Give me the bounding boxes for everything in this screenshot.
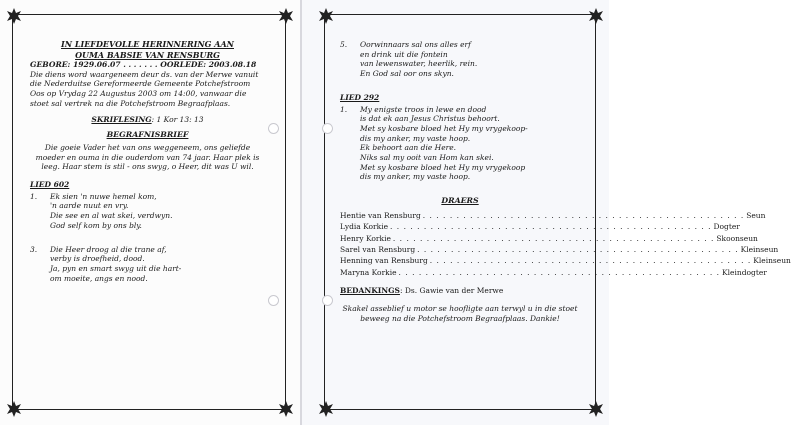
verse-lines <box>50 192 172 231</box>
bearer-row <box>340 210 766 221</box>
punch-hole <box>268 123 279 134</box>
punch-hole <box>322 123 333 134</box>
verse-number: 3. <box>30 244 38 254</box>
verse-line: My enigste troos in lewe en dood <box>360 104 487 114</box>
verse-number: 5. <box>340 40 348 49</box>
lied-602-label: LIED 602 <box>30 180 70 190</box>
bearer-relation: Kleindogter <box>722 267 767 277</box>
verse-line: En God sal oor ons skyn. <box>360 69 454 79</box>
bearer-row <box>340 267 767 278</box>
verse-number: 1. <box>340 104 348 114</box>
fleur-corner-icon <box>277 400 295 418</box>
deceased-name: OUMA BABSIE VAN RENSBURG <box>75 49 220 60</box>
skriflesing-label: SKRIFLESING <box>91 114 152 124</box>
bearer-relation: Kleinseun <box>740 245 779 255</box>
verse-line: dis my anker, my vaste hoop. <box>360 133 471 143</box>
bedankings-text: : Ds. Gawie van der Merwe <box>399 286 504 296</box>
verse-line: dis my anker, my vaste hoop. <box>360 172 471 182</box>
verse-line: Ek sien 'n nuwe hemel kom, <box>50 191 157 201</box>
verse <box>340 40 580 79</box>
fleur-corner-icon <box>317 7 335 25</box>
skriflesing <box>30 115 265 125</box>
verse-line: Niks sal my ooit van Hom kan skei. <box>360 153 494 163</box>
dot-leader: . . . . . . . . . . . . . . . . . . . . . . . . . . . . . . . . . . . . . . . . . . . . . . . . <box>392 233 715 243</box>
right-page <box>302 0 791 425</box>
fleur-corner-icon <box>587 400 605 418</box>
verse <box>30 192 265 231</box>
service-intro: Die diens word waargeneem deur ds. van der Merwe vanuit die Nederduitse Gereformeerde Gemeente Potchefstroom Oos op Vrydag 22 Augustus 2003 om 14:00, vanwaar die stoet sal vertrek na die Potchefstroom Begraafplaas. <box>30 69 259 108</box>
brief-text: Die goeie Vader het van ons weggeneem, ons geliefde moeder en ouma in die ouderdom van 74 jaar. Haar plek is leeg. Haar stem is stil - ons swyg, o Heer, dit was U wil. <box>35 142 260 172</box>
bedankings-label: BEDANKINGS <box>340 286 400 296</box>
verse-line: God self kom by ons bly. <box>50 220 142 230</box>
bedankings <box>340 286 580 296</box>
left-content <box>30 39 265 283</box>
verse-line: Die Heer droog al die trane af, <box>50 244 167 254</box>
bearer-relation: Dogter <box>713 222 740 232</box>
birth-death-dates: GEBORE: 1929.06.07 . . . . . . . OORLEDE: 2003.08.18 <box>30 60 257 69</box>
verse-lines <box>360 40 477 79</box>
bearer-name: Henry Korkie <box>340 233 391 243</box>
bearer-name: Lydia Korkie <box>340 222 389 232</box>
closing-note: Skakel asseblief u motor se hoofligte aan terwyl u in die stoet beweeg na die Potchefstroom Begraafplaas. Dankie! <box>342 303 578 323</box>
bearer-row <box>340 221 740 232</box>
bearer-name: Hentie van Rensburg <box>340 210 421 220</box>
bearer-relation: Kleinseun <box>753 256 791 266</box>
verse-lines <box>360 105 528 183</box>
bearer-name: Sarel van Rensburg <box>340 245 416 255</box>
left-page <box>0 0 300 425</box>
dot-leader: . . . . . . . . . . . . . . . . . . . . . . . . . . . . . . . . . . . . . . . . . . . . . . . . <box>398 267 721 277</box>
verse-number: 1. <box>30 191 38 201</box>
fleur-corner-icon <box>587 7 605 25</box>
fleur-corner-icon <box>317 400 335 418</box>
bearer-name: Henning van Rensburg <box>340 256 428 266</box>
dot-leader: . . . . . . . . . . . . . . . . . . . . . . . . . . . . . . . . . . . . . . . . . . . . . . . . <box>390 222 712 232</box>
lied-292-label: LIED 292 <box>340 92 380 102</box>
punch-hole <box>268 295 279 306</box>
verse-line: om moeite, angs en nood. <box>50 273 148 283</box>
bearer-relation: Skoonseun <box>716 233 758 243</box>
verse-line: Met sy kosbare bloed het Hy my vrygekoop <box>360 162 526 172</box>
verse <box>30 245 265 284</box>
verse-line: verby is droefheid, dood. <box>50 254 145 264</box>
bearer-relation: Seun <box>746 210 766 220</box>
verse-line: Oorwinnaars sal ons alles erf <box>360 40 471 49</box>
brief-heading: BEGRAFNISBRIEF <box>106 130 189 140</box>
verse-lines <box>50 245 181 284</box>
bearer-row <box>340 233 758 244</box>
skriflesing-ref: : 1 Kor 13: 13 <box>151 114 204 124</box>
verse-line: en drink uit die fontein <box>360 49 448 59</box>
memorial-title: IN LIEFDEVOLLE HERINNERING AAN <box>60 39 234 49</box>
punch-hole <box>322 295 333 306</box>
draers-heading: DRAERS <box>441 196 479 206</box>
verse-line: Ek behoort aan die Here. <box>360 143 457 153</box>
verse-line: 'n aarde nuut en vry. <box>50 201 129 211</box>
bearer-name: Maryna Korkie <box>340 267 397 277</box>
bearer-row <box>340 244 779 255</box>
dot-leader: . . . . . . . . . . . . . . . . . . . . . . . . . . . . . . . . . . . . . . . . . . . . . . . . <box>429 256 752 266</box>
verse <box>340 105 580 183</box>
verse-line: Met sy kosbare bloed het Hy my vrygekoop- <box>360 123 528 133</box>
bearer-row <box>340 255 791 266</box>
right-content <box>340 40 791 323</box>
dot-leader: . . . . . . . . . . . . . . . . . . . . . . . . . . . . . . . . . . . . . . . . . . . . . . . . <box>417 245 739 255</box>
verse-line: is dat ek aan Jesus Christus behoort. <box>360 114 500 124</box>
dot-leader: . . . . . . . . . . . . . . . . . . . . . . . . . . . . . . . . . . . . . . . . . . . . . . . . <box>422 210 745 220</box>
verse-line: van lewenswater, heerlik, rein. <box>360 59 478 69</box>
verse-line: Die see en al wat skei, verdwyn. <box>50 211 173 221</box>
verse-line: Ja, pyn en smart swyg uit die hart- <box>50 263 182 273</box>
fleur-corner-icon <box>5 400 23 418</box>
bearers-list <box>340 210 791 278</box>
fleur-corner-icon <box>5 7 23 25</box>
fleur-corner-icon <box>277 7 295 25</box>
